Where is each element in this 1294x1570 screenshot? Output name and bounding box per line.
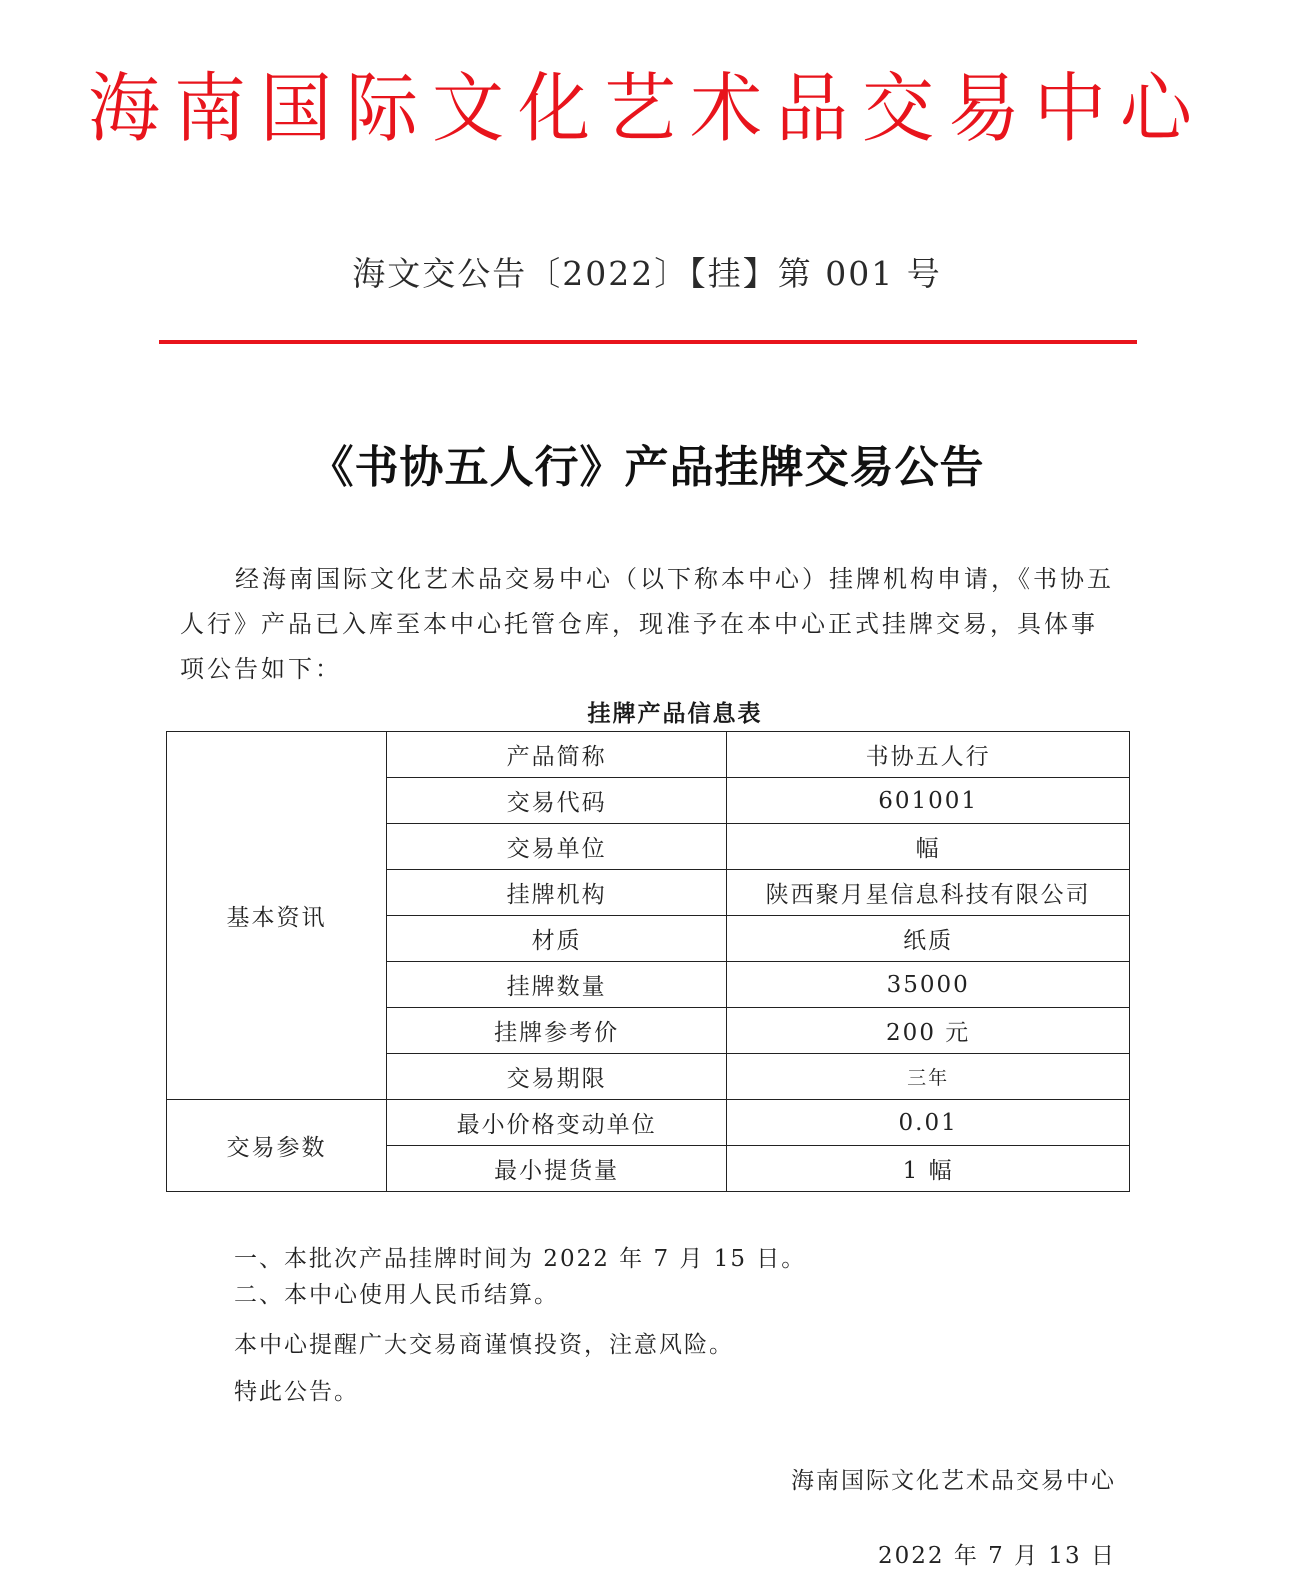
field-label: 材质 <box>386 916 726 962</box>
organization-header: 海南国际文化艺术品交易中心 <box>87 63 1206 153</box>
issuer-signature: 海南国际文化艺术品交易中心 <box>791 1468 1116 1494</box>
announcement-title: 《书协五人行》产品挂牌交易公告 <box>309 442 985 493</box>
field-label: 挂牌机构 <box>386 870 726 916</box>
note-item: 二、本中心使用人民币结算。 <box>234 1282 559 1308</box>
note-item: 特此公告。 <box>234 1379 359 1405</box>
red-divider <box>159 340 1137 344</box>
field-label: 交易期限 <box>386 1054 726 1100</box>
note-item: 本中心提醒广大交易商谨慎投资，注意风险。 <box>234 1332 734 1358</box>
field-label: 最小价格变动单位 <box>386 1100 726 1146</box>
field-value: 601001 <box>727 778 1130 824</box>
field-value: 1 幅 <box>727 1146 1130 1192</box>
group-label-trading: 交易参数 <box>167 1100 387 1192</box>
field-label: 挂牌参考价 <box>386 1008 726 1054</box>
table-row <box>167 1100 1130 1146</box>
issue-date: 2022 年 7 月 13 日 <box>878 1543 1116 1569</box>
field-value: 三年 <box>727 1054 1130 1100</box>
group-label-basic: 基本资讯 <box>167 732 387 1100</box>
table-caption: 挂牌产品信息表 <box>587 700 763 727</box>
field-value: 陕西聚月星信息科技有限公司 <box>727 870 1130 916</box>
document-number: 海文交公告〔2022〕【挂】第 001 号 <box>352 254 942 293</box>
field-value: 0.01 <box>727 1100 1130 1146</box>
table-row <box>167 732 1130 778</box>
field-value: 幅 <box>727 824 1130 870</box>
field-value: 书协五人行 <box>727 732 1130 778</box>
field-label: 最小提货量 <box>386 1146 726 1192</box>
field-label: 挂牌数量 <box>386 962 726 1008</box>
note-item: 一、本批次产品挂牌时间为 2022 年 7 月 15 日。 <box>234 1246 807 1272</box>
field-label: 产品简称 <box>386 732 726 778</box>
field-value: 纸质 <box>727 916 1130 962</box>
field-label: 交易单位 <box>386 824 726 870</box>
field-value: 200 元 <box>727 1008 1130 1054</box>
product-info-table <box>166 731 1130 1192</box>
field-value: 35000 <box>727 962 1130 1008</box>
field-label: 交易代码 <box>386 778 726 824</box>
intro-paragraph: 经海南国际文化艺术品交易中心（以下称本中心）挂牌机构申请，《书协五人行》产品已入库至本中心托管仓库，现准予在本中心正式挂牌交易，具体事项公告如下： <box>180 565 1114 683</box>
